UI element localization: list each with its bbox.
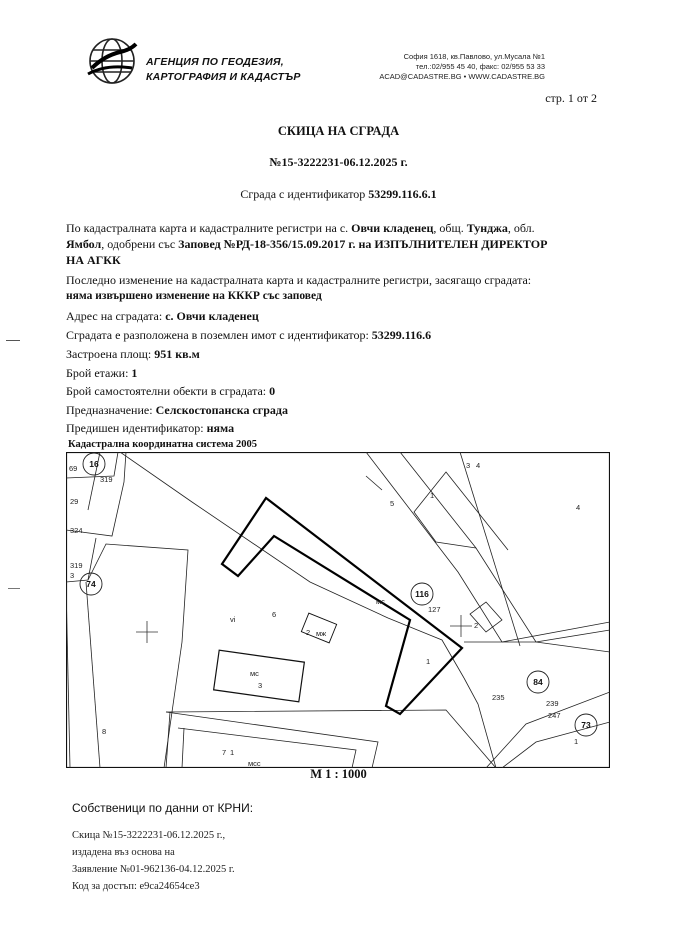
parcel-label: 239 <box>546 699 559 708</box>
parcel-label: 4 <box>476 461 481 470</box>
parcel-label: 247 <box>548 711 561 720</box>
parcel-label: мс <box>250 669 259 678</box>
parcel-label: 1 <box>430 491 435 500</box>
last-change-label: Последно изменение на кадастралната карта и кадастралните регистри, засягащо сградата: <box>66 273 532 287</box>
agency-logo-icon <box>84 34 140 88</box>
agency-phone: тел.:02/955 45 40, факс: 02/955 53 33 <box>415 62 545 71</box>
scan-mark <box>6 340 20 341</box>
map-caption: Кадастрална координатна система 2005 <box>68 439 257 450</box>
field-value: с. Овчи кладенец <box>165 309 259 323</box>
field-label: Брой етажи: <box>66 366 132 380</box>
parcel-label: 324 <box>70 526 83 535</box>
parcel-label: 3 <box>466 461 471 470</box>
owners-heading: Собственици по данни от КРНИ: <box>72 801 254 815</box>
parcel-label: 1 <box>230 748 235 757</box>
approval-text: , обл. <box>507 221 535 235</box>
field-label: Брой самостоятелни обекти в сградата: <box>66 384 270 398</box>
order-reference: Заповед №РД-18-356/15.09.2017 г. на ИЗПЪЛНИТЕЛЕН ДИРЕКТОР <box>178 237 548 251</box>
field-independent-objects <box>66 384 275 398</box>
parcel-label: 2 <box>474 621 479 630</box>
field-address <box>66 309 259 323</box>
parcel-label: 8 <box>102 727 107 736</box>
parcel-label: vi <box>230 615 236 624</box>
page-number: стр. 1 от 2 <box>545 91 597 105</box>
identifier-value: 53299.116.6.1 <box>368 187 437 201</box>
parcel-label: 127 <box>428 605 441 614</box>
scan-mark <box>8 588 20 589</box>
approval-text: По кадастралната карта и кадастралните регистри на с. <box>66 221 352 235</box>
agency-name-line2: КАРТОГРАФИЯ И КАДАСТЪР <box>146 71 301 83</box>
parcel-label: 3 <box>258 681 263 690</box>
parcel-label: 235 <box>492 693 505 702</box>
footer-line4: Код за достъп: e9ca24654ce3 <box>72 881 200 892</box>
parcel-label: 319 <box>70 561 83 570</box>
parcel-label: 319 <box>100 475 113 484</box>
approval-line1 <box>66 221 535 235</box>
field-label: Сградата е разположена в поземлен имот с идентификатор: <box>66 328 372 342</box>
agency-email-web: ACAD@CADASTRE.BG • WWW.CADASTRE.BG <box>379 72 545 81</box>
circled-number: 74 <box>86 579 96 589</box>
approval-text: , общ. <box>433 221 467 235</box>
circled-number: 116 <box>415 589 429 599</box>
field-value: 53299.116.6 <box>371 328 432 342</box>
parcel-label: 1 <box>426 657 431 666</box>
field-value: 951 кв.м <box>154 347 200 361</box>
parcel-label: мсс <box>248 759 261 768</box>
field-value: няма <box>206 421 235 435</box>
circled-number: 84 <box>533 677 543 687</box>
footer-line3: Заявление №01-962136-04.12.2025 г. <box>72 864 235 875</box>
approval-text: , одобрени със <box>101 237 179 251</box>
cadastral-map <box>66 452 610 768</box>
agency-name-line1: АГЕНЦИЯ ПО ГЕОДЕЗИЯ, <box>146 56 284 68</box>
field-value: 1 <box>131 366 138 380</box>
footer-line2: издадена въз основа на <box>72 847 175 858</box>
map-scale: М 1 : 1000 <box>310 767 367 781</box>
document-title: СКИЦА НА СГРАДА <box>277 124 400 138</box>
document-number: №15-3222231-06.12.2025 г. <box>269 155 408 169</box>
parcel-label: мж <box>316 629 327 638</box>
approval-line3: НА АГКК <box>66 253 121 267</box>
circled-number: 73 <box>581 720 591 730</box>
field-purpose <box>66 403 288 417</box>
parcel-label: 7 <box>222 748 227 757</box>
field-previous-identifier <box>66 421 234 435</box>
field-built-area <box>66 347 200 361</box>
region-name: Ямбол <box>66 237 102 251</box>
parcel-label: 3 <box>70 571 75 580</box>
field-floors <box>66 366 137 380</box>
footer-line1: Скица №15-3222231-06.12.2025 г., <box>72 830 226 841</box>
parcel-label: 2 <box>306 628 311 637</box>
parcel-label: 5 <box>390 499 395 508</box>
circled-number: 16 <box>89 459 99 469</box>
field-label: Предишен идентификатор: <box>66 421 207 435</box>
last-change-value: няма извършено изменение на КККР със заповед <box>66 290 322 302</box>
parcel-label: 6 <box>272 610 277 619</box>
parcel-label: 29 <box>70 497 79 506</box>
approval-line2 <box>66 237 547 251</box>
parcel-label: 69 <box>69 464 78 473</box>
parcel-label: мс <box>376 597 385 606</box>
building-identifier <box>0 187 677 202</box>
agency-address: София 1618, кв.Павлово, ул.Мусала №1 <box>403 52 545 61</box>
field-label: Адрес на сградата: <box>66 309 166 323</box>
parcel-label: 1 <box>574 737 579 746</box>
field-value: 0 <box>269 384 276 398</box>
municipality-name: Тунджа <box>466 221 508 235</box>
field-label: Застроена площ: <box>66 347 155 361</box>
field-value: Селскостопанска сграда <box>155 403 288 417</box>
identifier-label: Сграда с идентификатор <box>240 187 366 201</box>
parcel-label: 4 <box>576 503 581 512</box>
field-parcel-identifier <box>66 328 431 342</box>
settlement-name: Овчи кладенец <box>351 221 434 235</box>
field-label: Предназначение: <box>66 403 156 417</box>
